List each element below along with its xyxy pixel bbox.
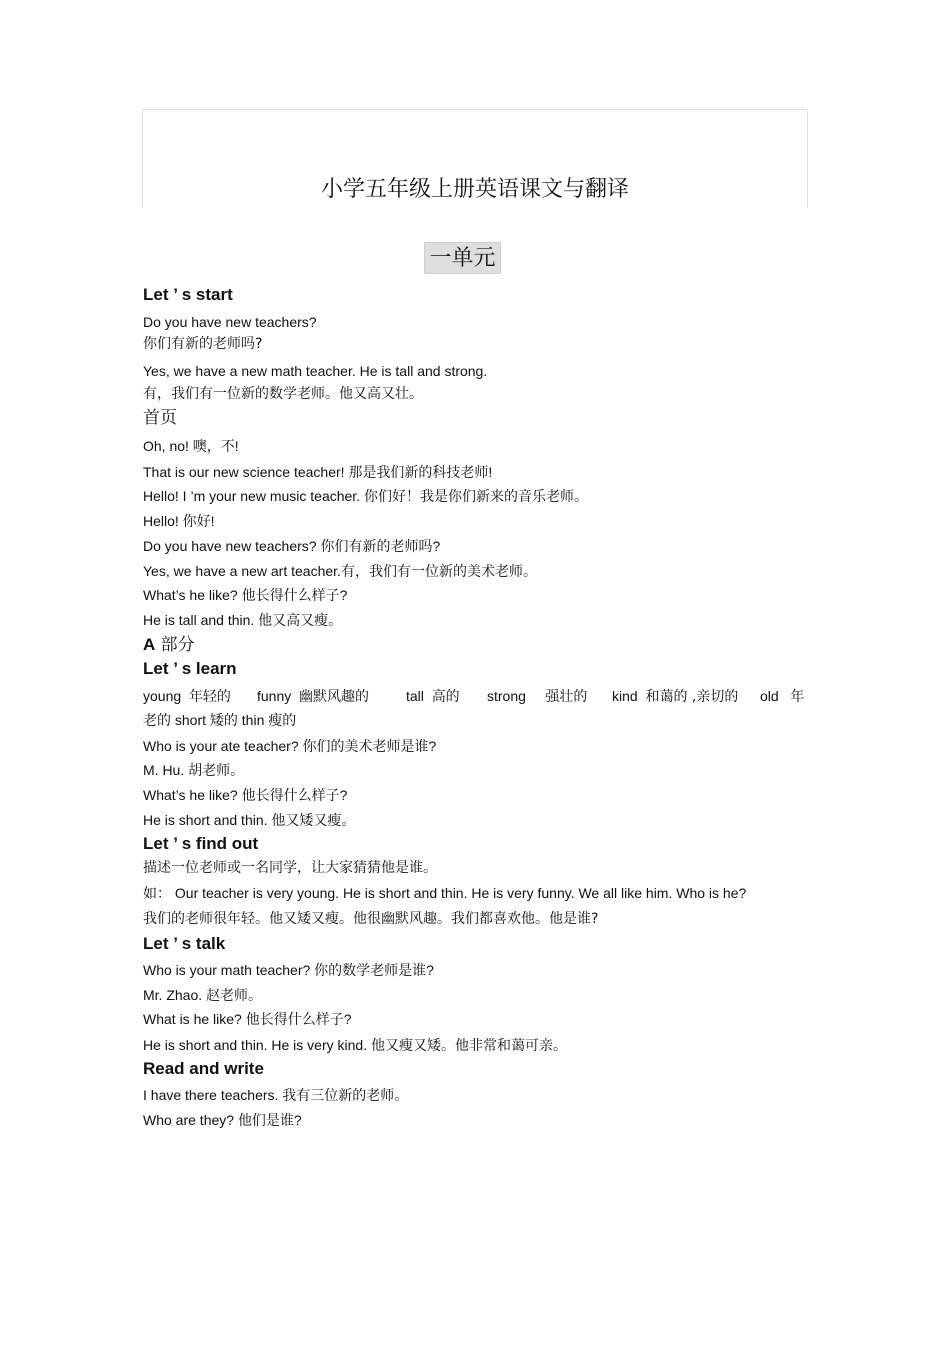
text-line: Who is your math teacher? 你的数学老师是谁? bbox=[143, 962, 434, 978]
vocab-old: old 年 bbox=[760, 688, 805, 705]
heading-part-a-text: 部分 bbox=[155, 635, 195, 655]
text-line: 我们的老师很年轻。他又矮又瘦。他很幽默风趣。我们都喜欢他。他是谁? bbox=[143, 911, 599, 927]
text-line: 如： Our teacher is very young. He is short and thin. He is very funny. We all like him. Who is he? bbox=[143, 885, 747, 901]
vocab-kind: kind 和蔼的 ,亲切的 bbox=[612, 688, 739, 705]
unit-heading: 一单元 bbox=[424, 242, 501, 274]
heading-lets-learn bbox=[143, 660, 237, 678]
text-line: Do you have new teachers? 你们有新的老师吗? bbox=[143, 538, 441, 554]
vocab-tall: tall 高的 bbox=[406, 688, 460, 705]
text-line: Yes, we have a new math teacher. He is tall and strong. bbox=[143, 363, 488, 379]
text-line: What’s he like? 他长得什么样子? bbox=[143, 787, 348, 803]
text-line: What’s he like? 他长得什么样子? bbox=[143, 587, 348, 603]
vocab-line-2: 老的 short 矮的 thin 瘦的 bbox=[143, 712, 297, 728]
text-line: What is he like? 他长得什么样子? bbox=[143, 1011, 352, 1027]
text-line: Who are they? 他们是谁? bbox=[143, 1112, 302, 1128]
text-line: He is short and thin. He is very kind. 他又瘦又矮。他非常和蔼可亲。 bbox=[143, 1037, 567, 1053]
text-line: Do you have new teachers? bbox=[143, 314, 317, 330]
text-line: 有，我们有一位新的数学老师。他又高又壮。 bbox=[143, 386, 423, 402]
text-line: 描述一位老师或一名同学，让大家猜猜他是谁。 bbox=[143, 860, 437, 876]
heading-lets-learn-text: Let ’ s lear bbox=[143, 659, 227, 678]
heading-read-and-write: Read and write bbox=[143, 1059, 264, 1078]
heading-lets-start: Let ’ s start bbox=[143, 285, 233, 304]
text-line: M. Hu. 胡老师。 bbox=[143, 762, 245, 778]
text-line: Who is your ate teacher? 你们的美术老师是谁? bbox=[143, 738, 437, 754]
document-title: 小学五年级上册英语课文与翻译 bbox=[320, 177, 629, 202]
text-line: Hello! I ’m your new music teacher. 你们好！我是你们新来的音乐老师。 bbox=[143, 488, 588, 504]
vocab-young: young 年轻的 bbox=[143, 688, 231, 705]
heading-part-a-letter: A bbox=[143, 635, 156, 654]
text-line: Oh, no! 噢，不! bbox=[143, 438, 239, 454]
text-line: Yes, we have a new art teacher.有，我们有一位新的美术老师。 bbox=[143, 563, 537, 579]
text-line: He is tall and thin. 他又高又瘦。 bbox=[143, 612, 343, 628]
heading-lets-learn-n: n bbox=[226, 659, 237, 678]
text-line: Hello! 你好! bbox=[143, 513, 215, 529]
heading-lets-talk: Let ’ s talk bbox=[143, 934, 226, 953]
text-line: That is our new science teacher! 那是我们新的科技老师! bbox=[143, 464, 493, 480]
text-line: Mr. Zhao. 赵老师。 bbox=[143, 987, 263, 1003]
vocab-strong: strong 强壮的 bbox=[487, 688, 588, 705]
text-line: I have there teachers. 我有三位新的老师。 bbox=[143, 1087, 409, 1103]
title-box bbox=[142, 109, 808, 208]
vocab-funny: funny 幽默风趣的 bbox=[257, 688, 370, 705]
heading-lets-find-out: Let ’ s find out bbox=[143, 834, 259, 853]
text-line: 你们有新的老师吗? bbox=[143, 336, 263, 352]
heading-part-a bbox=[143, 636, 195, 654]
text-line-home: 首页 bbox=[143, 408, 177, 428]
text-line: He is short and thin. 他又矮又瘦。 bbox=[143, 812, 356, 828]
